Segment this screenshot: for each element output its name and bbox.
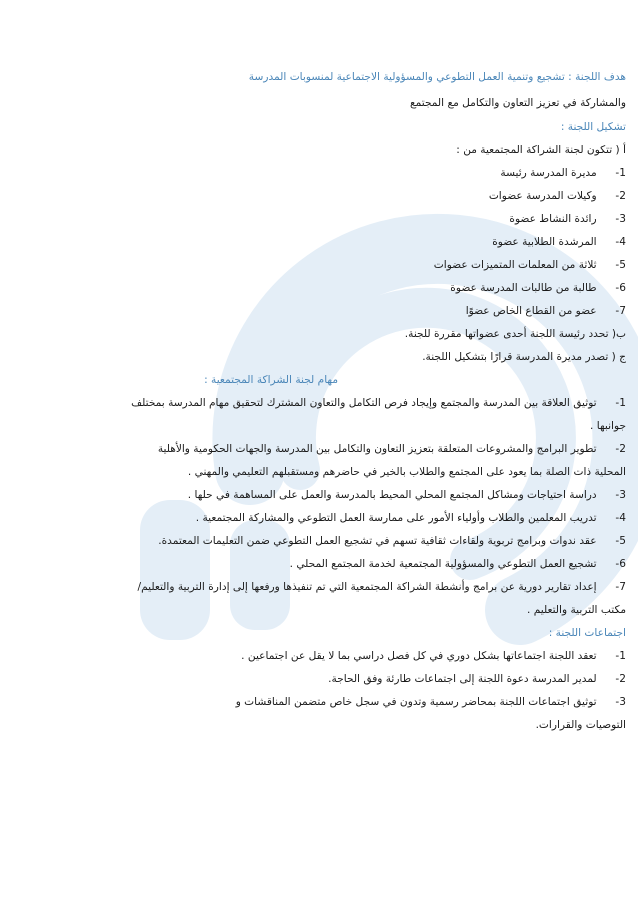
task-number: 4- [615,512,626,524]
member-number: 4- [615,236,626,248]
member-item [509,212,626,226]
member-item [434,258,626,272]
member-number: 3- [615,213,626,225]
task-text: دراسة احتياجات ومشاكل المجتمع المحلي المحيط بالمدرسة والعمل على المساهمة في حلها . [187,489,597,501]
member-number: 5- [615,259,626,271]
member-number: 1- [615,167,626,179]
member-text: رائدة النشاط عضوة [509,213,597,225]
member-item [500,166,626,180]
task-text: توثيق العلاقة بين المدرسة والمجتمع وإيجاد فرص التكامل والتعاون المشترك لتحقيق مهام المدرسة بمختلف [131,397,597,409]
task-item [138,580,626,594]
meetings-heading: اجتماعات اللجنة : [548,627,626,639]
task-continuation: المحلية ذات الصلة بما يعود على المجتمع والطلاب بالخير في حاضرهم ومستقبلهم التعليمي والمهني . [187,466,626,478]
member-text: المرشدة الطلابية عضوة [492,236,597,248]
task-number: 1- [615,397,626,409]
member-item [492,235,626,249]
tasks-heading: مهام لجنة الشراكة المجتمعية : [204,374,338,386]
member-number: 7- [615,305,626,317]
meeting-text: لمدير المدرسة دعوة اللجنة إلى اجتماعات طارئة وفق الحاجة. [328,673,597,685]
meeting-number: 1- [615,650,626,662]
purpose-line-2: والمشاركة في تعزيز التعاون والتكامل مع المجتمع [410,97,626,109]
meeting-item [241,649,626,663]
task-item [158,534,626,548]
meeting-number: 3- [615,696,626,708]
task-continuation: جوانبها . [590,420,626,432]
member-item [489,189,626,203]
task-item [131,396,626,410]
member-number: 6- [615,282,626,294]
task-text: تطوير البرامج والمشروعات المتعلقة بتعزيز التعاون والتكامل بين المدرسة والجهات الحكومية والأهلية [157,443,597,455]
member-item [450,281,626,295]
task-item [290,557,626,571]
task-number: 3- [615,489,626,501]
purpose-line-1: هدف اللجنة : تشجيع وتنمية العمل التطوعي والمسؤولية الاجتماعية لمنسوبات المدرسة [248,71,626,83]
task-item [158,442,626,456]
task-item [188,488,626,502]
task-number: 5- [615,535,626,547]
formation-note-c: ج ( تصدر مديرة المدرسة قرارًا بتشكيل اللجنة. [422,351,626,363]
task-text: تدريب المعلمين والطلاب وأولياء الأمور على ممارسة العمل التطوعي والمشاركة المجتمعية . [195,512,597,524]
member-text: عضو من القطاع الخاص عضوًا [465,305,597,317]
task-number: 6- [615,558,626,570]
formation-heading: تشكيل اللجنة : [560,121,626,133]
task-text: إعداد تقارير دورية عن برامج وأنشطة الشراكة المجتمعية التي تم تنفيذها ورفعها إلى إدارة التربية والتعليم/ [137,581,597,593]
member-text: ثلاثة من المعلمات المتميزات عضوات [433,259,597,271]
task-number: 2- [615,443,626,455]
task-number: 7- [615,581,626,593]
formation-intro: أ ( تتكون لجنة الشراكة المجتمعية من : [456,144,626,156]
meeting-item [236,695,626,709]
member-item [466,304,626,318]
formation-note-b: ب( تحدد رئيسة اللجنة أحدى عضواتها مقررة للجنة. [404,328,626,340]
member-text: وكيلات المدرسة عضوات [488,190,597,202]
meeting-text: توثيق اجتماعات اللجنة بمحاضر رسمية وتدون في سجل خاص متضمن المناقشات و [235,696,597,708]
member-text: طالبة من طالبات المدرسة عضوة [450,282,597,294]
task-item [196,511,626,525]
member-text: مديرة المدرسة رئيسة [500,167,597,179]
task-text: تشجيع العمل التطوعي والمسؤولية المجتمعية لخدمة المجتمع المحلي . [289,558,597,570]
meeting-continuation: التوصيات والقرارات. [535,719,626,731]
task-text: عقد ندوات وبرامج تربوية ولقاءات ثقافية تسهم في تشجيع العمل التطوعي ضمن التعليمات المعتمدة. [158,535,597,547]
member-number: 2- [615,190,626,202]
meeting-item [328,672,626,686]
meeting-number: 2- [615,673,626,685]
task-continuation: مكتب التربية والتعليم . [527,604,626,616]
meeting-text: تعقد اللجنة اجتماعاتها بشكل دوري في كل فصل دراسي بما لا يقل عن اجتماعين . [241,650,597,662]
